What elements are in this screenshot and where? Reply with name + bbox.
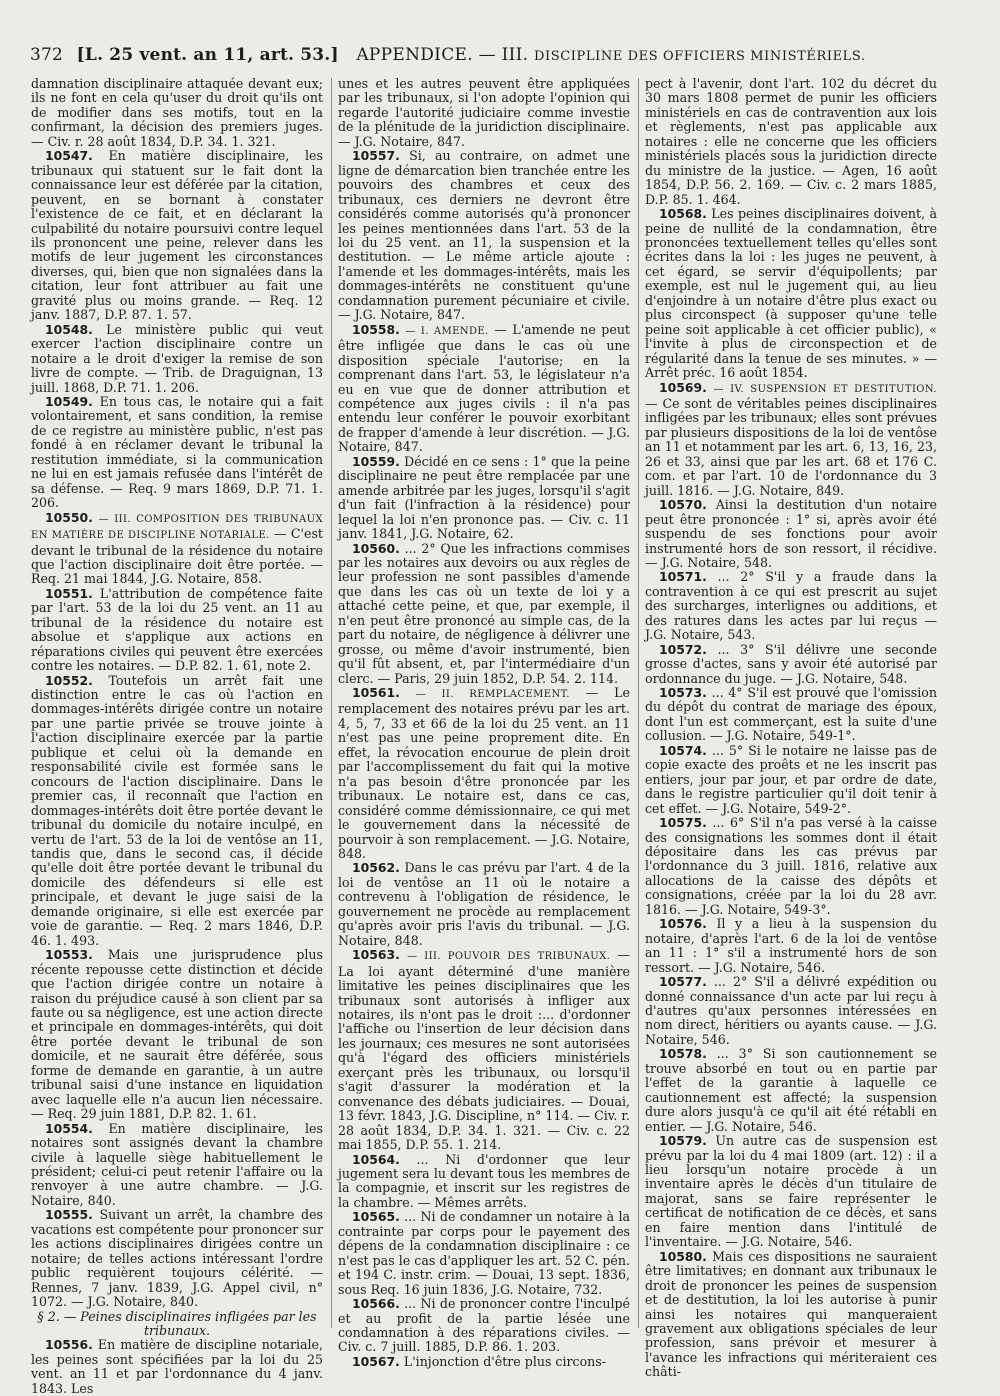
paragraph-number: 10558. — [352, 321, 400, 337]
paragraph — [338, 542, 630, 687]
paragraph — [645, 498, 937, 570]
paragraph-number: 10553. — [45, 947, 93, 963]
text-column-2 — [338, 76, 630, 1369]
paragraph-text: ... Ni de condamner un notaire à la contrainte par corps pour le payement des dépens de la condamnation disciplinaire : ce n'est pas le cas d'appliquer les art. 52 C. pén. et 194 C. instr. crim. — Douai, 13 sept. 1836, sous Req. 16 juin 1836, J.G. Notaire, 732. — [338, 1209, 630, 1297]
paragraph — [338, 455, 630, 542]
paragraph — [645, 917, 937, 975]
paragraph-number: 10564. — [352, 1151, 400, 1167]
paragraph-text: — Ce sont de véritables peines disciplinaires infligées par les tribunaux; elles sont prévues par plusieurs dispositions de la loi de ventôse an 11 et notamment par les art. 6, 13, 16, 23, 26 et 33, ainsi que par les art. 68 et 176 C. com. et par l'art. 10 de l'ordonnance du 3 juill. 1816. — J.G. Notaire, 849. — [645, 395, 937, 498]
text-column-1 — [31, 76, 323, 1396]
paragraph-number: 10571. — [659, 569, 707, 585]
paragraph — [31, 1338, 323, 1396]
paragraph — [338, 77, 630, 149]
paragraph-number: 10580. — [659, 1248, 707, 1264]
paragraph-text: En tous cas, le notaire qui a fait volontairement, et sans condition, la remise de ce registre au ministère public, n'est pas fondé à en réclamer devant le tribunal la restitution immédiate, si la communication ne lui en est jamais refusée dans l'intérêt de sa défense. — Req. 9 mars 1869, D.P. 71. 1. 206. — [31, 393, 323, 511]
paragraph — [338, 1355, 630, 1369]
paragraph-number: 10576. — [659, 916, 707, 932]
paragraph-number: 10574. — [659, 742, 707, 758]
running-header — [30, 44, 980, 68]
paragraph-text: Toutefois un arrêt fait une distinction entre le cas où l'action en dommages-intérêts dirigée contre un notaire par une partie privée se trouve jointe à l'action disciplinaire exercée par la partie publique et celui où la demande en responsabilité civile est formée sans le concours de l'action disciplinaire. Dans le premier cas, il reconnaît que l'action en dommages-intérêts doit être portée devant le tribunal du domicile du notaire inculpé, en vertu de l'art. 53 de la loi de ventôse an 11, tandis que, dans le second cas, il décide qu'elle doit être portée devant le tribunal du domicile des défendeurs si elle est principale, et devant le juge saisi de la demande originaire, si elle est exercée par voie de garantie. — Req. 2 mars 1846, D.P. 46. 1. 493. — [31, 672, 323, 948]
paragraph-number: 10556. — [45, 1337, 93, 1353]
paragraph-number: 10562. — [352, 860, 400, 876]
paragraph-number: 10549. — [45, 393, 93, 409]
paragraph-heading: — I. AMENDE. — [405, 325, 489, 337]
paragraph-text: Le ministère public qui veut exercer l'action disciplinaire contre un notaire a le droit d'exiger la remise de son livre de compte. — Trib. de Draguignan, 13 juill. 1868, D.P. 71. 1. 206. — [31, 321, 323, 395]
paragraph — [645, 570, 937, 642]
paragraph — [645, 975, 937, 1047]
paragraph-number: 10566. — [352, 1296, 400, 1312]
paragraph-number: 10577. — [659, 974, 707, 990]
paragraph-text: — La loi ayant déterminé d'une manière limitative les peines disciplinaires que les tribunaux sont autorisés à infliger aux notaires, ils n'ont pas le droit :... d'ordonner l'affiche ou l'insertion de leur décision dans les journaux; ces mesures ne sont autorisées qu'à l'égard des officiers ministériels exerçant près les tribunaux, ou lorsqu'il s'agit d'assurer la modération et la convenance des débats judiciaires. — Douai, 13 févr. 1843, J.G. Discipline, n° 114. — Civ. r. 28 août 1834, D.P. 34. 1. 321. — Civ. c. 22 mai 1855, D.P. 55. 1. 214. — [338, 947, 630, 1153]
paragraph — [31, 511, 323, 587]
paragraph — [645, 816, 937, 917]
paragraph-text: Décidé en ce sens : 1° que la peine disciplinaire ne peut être remplacée par une amende arbitrée par les juges, lorsqu'il s'agit d'un fait (l'infraction à la résidence) pour lequel la loi n'en prononce pas. — Civ. c. 11 janv. 1841, J.G. Notaire, 62. — [338, 453, 630, 542]
column-divider — [638, 78, 639, 1328]
paragraph-text: — Le remplacement des notaires prévu par les art. 4, 5, 7, 33 et 66 de la loi du 25 vent. an 11 n'est pas une peine proprement dite. En effet, la révocation encourue de plein droit par l'accomplissement du fait qui la motive n'a pas besoin d'être prononcée par les tribunaux. Le notaire est, dans ce cas, considéré comme démissionnaire, ce qui met le gouvernement dans la nécessité de pourvoir à son remplacement. — J.G. Notaire, 848. — [338, 685, 630, 862]
paragraph-text: unes et les autres peuvent être appliquées par les tribunaux, si l'on adopte l'opinion qui regarde l'autorité judiciaire comme investie de la plénitude de la juridiction disciplinaire. — J.G. Notaire, 847. — [338, 76, 630, 149]
paragraph-number: 10548. — [45, 321, 93, 337]
paragraph — [338, 1153, 630, 1211]
paragraph-text: Un autre cas de suspension est prévu par la loi du 4 mai 1809 (art. 12) : il a lieu lorsqu'un notaire procède à un inventaire après le décès d'un titulaire de majorat, sans se faire représenter le certificat de notification de ce décès, et sans en faire mention dans l'intitulé de l'inventaire. — J.G. Notaire, 546. — [645, 1133, 937, 1250]
paragraph — [31, 674, 323, 949]
section-heading: § 2. — Peines disciplinaires infligées par les tribunaux. — [37, 1308, 317, 1338]
paragraph-text: En matière disciplinaire, les notaires sont assignés devant la chambre civile à laquelle siège habituellement le président; celui-ci peut retenir l'affaire ou la renvoyer à une autre chambre. — J.G. Notaire, 840. — [31, 1120, 323, 1208]
paragraph-text: — L'amende ne peut être infligée que dans le cas où une disposition spéciale l'autorise; en la comprenant dans l'art. 53, le législateur n'a eu en vue que de donner attribution et compétence aux juges civils : il n'a pas entendu leur conférer le pouvoir exorbitant de frapper d'amende à leur discrétion. — J.G. Notaire, 847. — [338, 321, 630, 455]
paragraph — [645, 744, 937, 816]
paragraph-heading: — III. POUVOIR DES TRIBUNAUX. — [407, 951, 611, 963]
paragraph — [645, 643, 937, 686]
paragraph-number: 10575. — [659, 815, 707, 831]
paragraph — [31, 323, 323, 395]
paragraph — [31, 948, 323, 1121]
paragraph-text: ... 3° S'il délivre une seconde grosse d'actes, sans y avoir été autorisé par ordonnance du juge. — J.G. Notaire, 548. — [645, 641, 937, 686]
paragraph-number: 10573. — [659, 685, 707, 701]
paragraph — [645, 1134, 937, 1250]
paragraph-text: ... 2° S'il y a fraude dans la contravention à ce qui est prescrit au sujet des surcharges, interlignes ou additions, et des ratures dans les actes par lui reçus — J.G. Notaire, 543. — [645, 569, 937, 643]
paragraph-number: 10550. — [45, 509, 93, 525]
text-column-3 — [645, 76, 937, 1380]
paragraph-number: 10565. — [352, 1209, 400, 1225]
paragraph-number: 10552. — [45, 672, 93, 688]
paragraph-text: En matière disciplinaire, les tribunaux qui statuent sur le fait dont la connaissance leur est déférée par la citation, peuvent, en se bornant à constater l'existence de ce fait, et en déclarant la culpabilité du notaire poursuivi contre lequel ils prononcent une peine, relever dans les motifs de leur jugement les circonstances diverses, qui, bien que non signalées dans la citation, leur font attribuer au fait une gravité plus ou moins grande. — Req. 12 janv. 1887, D.P. 87. 1. 57. — [31, 148, 323, 323]
paragraph-number: 10567. — [352, 1353, 400, 1369]
paragraph-number: 10554. — [45, 1120, 93, 1136]
paragraph — [338, 948, 630, 1152]
page-subtitle: DISCIPLINE DES OFFICIERS MINISTÉRIELS. — [533, 49, 866, 64]
paragraph-text: ... 2° Que les infractions commises par les notaires aux devoirs ou aux règles de leur profession ne sont passibles d'amende que dans les cas où un texte de loi y a attaché cette peine, et que, par exemple, il n'en peut être prononcé au simple cas, de la part du notaire, de négligence à délivrer une grosse, ou même d'avoir instrumenté, bien qu'il fût absent, et, par l'intermédiaire d'un clerc. — Paris, 29 juin 1852, D.P. 54. 2. 114. — [338, 540, 630, 686]
paragraph-text: En matière de discipline notariale, les peines sont spécifiées par la loi du 25 vent. an 11 et par l'ordonnance du 4 janv. 1843. Les — [31, 1337, 323, 1396]
paragraph — [645, 1250, 937, 1380]
paragraph-number: 10578. — [659, 1046, 707, 1062]
paragraph — [338, 149, 630, 322]
paragraph-number: 10572. — [659, 641, 707, 657]
paragraph-text: ... 6° S'il n'a pas versé à la caisse des consignations les sommes dont il était dépositaire dans les cas prévus par l'ordonnance du 3 juill. 1816, relative aux allocations de la caisse des dépôts et consignations, créée par la loi du 28 avr. 1816. — J.G. Notaire, 549-3°. — [645, 815, 937, 917]
paragraph-number: 10579. — [659, 1133, 707, 1149]
paragraph-text: Mais une jurisprudence plus récente repousse cette distinction et décide que l'action dirigée contre un notaire à raison du préjudice causé à son client par sa faute ou sa négligence, est une action directe et principale en dommages-intérêts, qui doit être portée devant le tribunal de son domicile, et ne saurait être déférée, sous forme de demande en garantie, à un autre tribunal saisi d'une instance en liquidation avec laquelle elle n'a aucun lien nécessaire. — Req. 29 juin 1881, D.P. 82. 1. 61. — [31, 947, 323, 1122]
paragraph-heading: — II. REMPLACEMENT. — [415, 689, 570, 701]
paragraph-number: 10557. — [352, 148, 400, 164]
paragraph-text: Dans le cas prévu par l'art. 4 de la loi de ventôse an 11 où le notaire a contrevenu à l'obligation de résidence, le gouvernement ne procède au remplacement qu'après avoir pris l'avis du tribunal. — J.G. Notaire, 848. — [338, 860, 630, 948]
law-reference: [L. 25 vent. an 11, art. 53.] — [76, 45, 339, 65]
paragraph — [645, 77, 937, 207]
paragraph — [645, 1047, 937, 1134]
paragraph-number: 10569. — [659, 379, 707, 395]
paragraph-text: Si, au contraire, on admet une ligne de démarcation bien tranchée entre les pouvoirs des chambres et ceux des tribunaux, ces derniers ne devront être considérés comme autorisés qu'à prononcer les peines mentionnées dans l'art. 53 de la loi du 25 vent. an 11, la suspension et la destitution. — Le même article ajoute : l'amende et les dommages-intérêts, mais les dommages-intérêts ne constituent qu'une condamnation purement pécuniaire et civile. — J.G. Notaire, 847. — [338, 148, 630, 323]
paragraph-text: damnation disciplinaire attaquée devant eux; ils ne font en cela qu'user du droit qu'ils ont de modifier dans ses motifs, tout en la confirmant, la décision des premiers juges. — Civ. r. 28 août 1834, D.P. 34. 1. 321. — [31, 76, 323, 149]
paragraph-number: 10547. — [45, 148, 93, 164]
paragraph-text: Ainsi la destitution d'un notaire peut être prononcée : 1° si, après avoir été suspendu de ses fonctions pour avoir instrumenté hors de son ressort, il récidive. — J.G. Notaire, 548. — [645, 497, 937, 570]
paragraph-text: ... 2° S'il a délivré expédition ou donné connaissance d'un acte par lui reçu à d'autres qu'aux personnes intéressées en nom direct, héritiers ou ayants cause. — J.G. Notaire, 546. — [645, 974, 937, 1047]
paragraph-number: 10568. — [659, 206, 707, 222]
paragraph — [645, 686, 937, 744]
page-number: 372 — [30, 45, 64, 65]
paragraph-number: 10561. — [352, 685, 400, 701]
paragraph — [31, 395, 323, 511]
column-divider — [331, 78, 332, 1328]
paragraph — [31, 149, 323, 322]
paragraph-number: 10570. — [659, 497, 707, 513]
paragraph-text: L'injonction d'être plus circons- — [403, 1353, 606, 1369]
paragraph — [338, 1297, 630, 1355]
paragraph — [338, 686, 630, 861]
paragraph-number: 10559. — [352, 453, 400, 469]
paragraph-text: ... Ni de prononcer contre l'inculpé et au profit de la partie lésée une condamnation à des réparations civiles. — Civ. c. 7 juill. 1885, D.P. 86. 1. 203. — [338, 1296, 630, 1355]
paragraph-number: 10555. — [45, 1207, 93, 1223]
paragraph-text: — C'est devant le tribunal de la résidence du notaire que l'action disciplinaire doit être portée. — Req. 21 mai 1844, J.G. Notaire, 858. — [31, 526, 323, 587]
paragraph — [645, 207, 937, 380]
paragraph — [338, 861, 630, 948]
paragraph — [31, 77, 323, 149]
paragraph-number: 10551. — [45, 585, 93, 601]
paragraph-text: Suivant un arrêt, la chambre des vacations est compétente pour prononcer sur les actions disciplinaires dirigées contre un notaire; de telles actions intéressant l'ordre public requièrent toujours célérité. — Rennes, 7 janv. 1839, J.G. Appel civil, n° 1072. — J.G. Notaire, 840. — [31, 1207, 323, 1310]
paragraph — [31, 587, 323, 674]
paragraph — [645, 381, 937, 499]
page-title: APPENDICE. — III. — [356, 45, 529, 65]
paragraph-text: ... 4° S'il est prouvé que l'omission du dépôt du contrat de mariage des époux, dont l'un est commerçant, est la suite d'une collusion. — J.G. Notaire, 549-1°. — [645, 685, 937, 744]
paragraph-text: ... Ni d'ordonner que leur jugement sera lu devant tous les membres de la compagnie, et inscrit sur les registres de la chambre. — Mêmes arrêts. — [338, 1151, 630, 1210]
paragraph — [338, 1210, 630, 1297]
paragraph-number: 10563. — [352, 947, 400, 963]
paragraph — [338, 323, 630, 455]
paragraph-text: Il y a lieu à la suspension du notaire, d'après l'art. 6 de la loi de ventôse an 11 : 1° s'il a instrumenté hors de son ressort. — J.G. Notaire, 546. — [645, 916, 937, 975]
paragraph-text: ... 3° Si son cautionnement se trouve absorbé en tout ou en partie par l'effet de la garantie à laquelle ce cautionnement est affecté; la suspension dure alors jusqu'à ce qu'il ait été rétabli en entier. — J.G. Notaire, 546. — [645, 1046, 937, 1134]
paragraph — [31, 1208, 323, 1309]
paragraph — [31, 1122, 323, 1209]
paragraph-text: Mais ces dispositions ne sauraient être limitatives; en donnant aux tribunaux le droit de prononcer les peines de suspension et de destitution, la loi les autorise à punir ainsi les notaires qui manqueraient gravement aux obligations spéciales de leur profession, sans prévoir et mesurer à l'avance les infractions qui mériteraient ces châti- — [645, 1248, 937, 1380]
paragraph-text: Les peines disciplinaires doivent, à peine de nullité de la condamnation, être prononcées textuellement telles qu'elles sont écrites dans la loi : les juges ne peuvent, à cet égard, se servir d'équipollents; par exemple, est nul le jugement qui, au lieu d'enjoindre à un notaire d'être plus exact ou plus circonspect (à supposer qu'une telle peine soit applicable à cet officier public), « l'invite à plus de circonspection et de régularité dans la tenue de ses minutes. » — Arrêt préc. 16 août 1854. — [645, 206, 937, 381]
paragraph-heading: — IV. SUSPENSION ET DESTITUTION. — [713, 383, 937, 395]
paragraph-text: pect à l'avenir, dont l'art. 102 du décret du 30 mars 1808 permet de punir les officiers ministériels en cas de contravention aux lois et règlements, n'est pas applicable aux notaires : elle ne concerne que les officiers ministériels placés sous la juridiction directe du ministre de la justice. — Agen, 16 août 1854, D.P. 56. 2. 169. — Civ. c. 2 mars 1885, D.P. 85. 1. 464. — [645, 76, 937, 207]
paragraph-number: 10560. — [352, 540, 400, 556]
paragraph-text: ... 5° Si le notaire ne laisse pas de copie exacte des proêts et ne les inscrit pas entiers, jour par jour, et par ordre de date, dans le registre particulier qu'il doit tenir à cet effet. — J.G. Notaire, 549-2°. — [645, 742, 937, 816]
paragraph-text: L'attribution de compétence faite par l'art. 53 de la loi du 25 vent. an 11 au tribunal de la résidence du notaire est absolue et s'applique aux actions en réparations civiles qui peuvent être exercées contre les notaires. — D.P. 82. 1. 61, note 2. — [31, 585, 323, 674]
paragraph-heading: — III. COMPOSITION DES TRIBUNAUX EN MATIÈRE DE DISCIPLINE NOTARIALE. — [31, 513, 323, 542]
